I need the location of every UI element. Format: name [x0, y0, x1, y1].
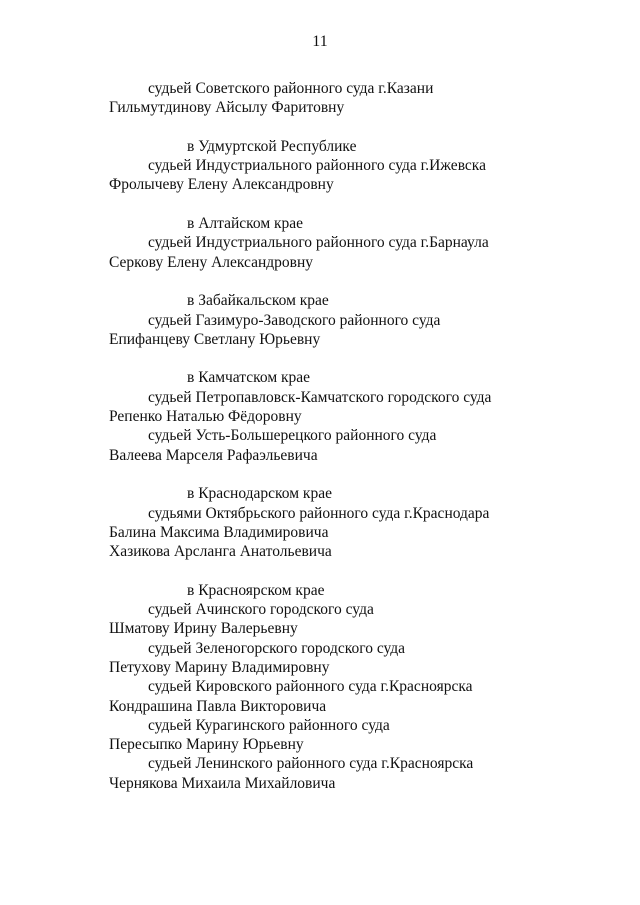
judge-name: Хазикова Арсланга Анатольевича [109, 543, 332, 561]
region-heading: в Забайкальском крае [187, 292, 329, 310]
blank-line [0, 349, 640, 368]
court-position: судьей Зеленогорского городского суда [148, 639, 406, 657]
judge-name: Балина Максима Владимировича [109, 523, 329, 541]
region-heading: в Удмуртской Республике [187, 137, 357, 155]
judge-name: Кондрашина Павла Викторовича [109, 697, 327, 715]
blank-line [0, 561, 640, 580]
court-position: судьей Ачинского городского суда [148, 601, 374, 619]
court-position: судьей Кировского районного суда г.Красноярска [148, 678, 473, 696]
court-position: судьей Ленинского районного суда г.Красноярска [148, 755, 474, 773]
court-position: судьями Октябрьского районного суда г.Краснодара [148, 504, 490, 522]
judge-name: Серкову Елену Александровну [109, 253, 314, 271]
blank-line [0, 118, 640, 137]
page-number: 11 [312, 33, 328, 50]
court-position: судьей Усть-Большерецкого районного суда [148, 427, 437, 445]
blank-line [0, 465, 640, 484]
court-position: судьей Индустриального районного суда г.Барнаула [148, 234, 489, 252]
court-position: судьей Курагинского районного суда [148, 716, 390, 734]
judge-name: Шматову Ирину Валерьевну [109, 620, 298, 638]
judge-name: Пересыпко Марину Юрьевну [109, 736, 304, 754]
judge-name: Валеева Марселя Рафаэльевича [109, 446, 318, 464]
court-position: судьей Газимуро-Заводского районного суда [148, 311, 441, 329]
judge-name: Чернякова Михаила Михайловича [109, 774, 336, 792]
judge-name: Фролычеву Елену Александровну [109, 176, 334, 194]
region-heading: в Красноярском крае [187, 581, 325, 599]
court-position: судьей Индустриального районного суда г.Ижевска [148, 157, 486, 175]
blank-line [0, 272, 640, 291]
judge-name: Епифанцеву Светлану Юрьевну [109, 330, 321, 348]
document-body [0, 79, 640, 793]
judge-name: Репенко Наталью Фёдоровну [109, 408, 302, 426]
judge-name: Петухову Марину Владимировну [109, 658, 330, 676]
court-position: судьей Петропавловск-Камчатского городского суда [148, 388, 492, 406]
judge-name: Гильмутдинову Айсылу Фаритовну [109, 99, 345, 117]
region-heading: в Алтайском крае [187, 215, 304, 233]
court-position: судьей Советского районного суда г.Казани [148, 80, 434, 97]
blank-line [0, 195, 640, 214]
region-heading: в Камчатском крае [187, 369, 311, 387]
region-heading: в Краснодарском крае [187, 485, 332, 503]
